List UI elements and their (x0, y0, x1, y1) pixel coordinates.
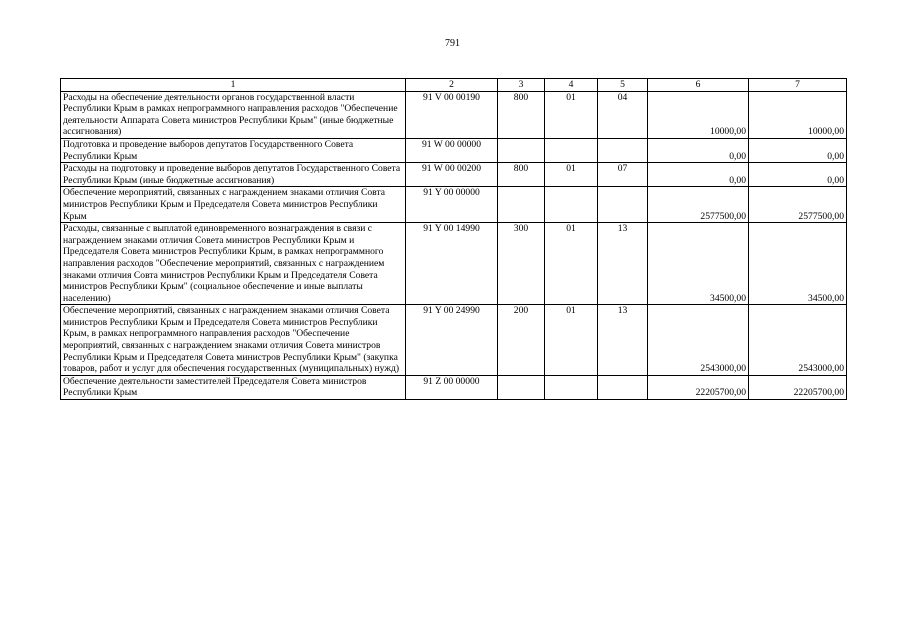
expense-type-cell: 300 (498, 223, 545, 305)
section-cell: 01 (545, 163, 598, 187)
subsection-cell: 04 (598, 91, 648, 138)
subsection-cell (598, 375, 648, 399)
target-article-cell: 91 W 00 00200 (406, 163, 498, 187)
table-row (61, 91, 847, 138)
section-cell (545, 375, 598, 399)
expense-type-cell (498, 375, 545, 399)
budget-table (60, 78, 847, 400)
section-cell (545, 187, 598, 223)
expense-type-cell (498, 138, 545, 162)
page-number: 791 (445, 38, 460, 49)
expense-type-cell (498, 187, 545, 223)
expense-name-cell: Расходы, связанные с выплатой единовременного вознаграждения в связи с награждением знаками отличия Совета министров Республики Крым и Председателя Совета министров Республики Крым, в рамках непрограммного направления расходов "Обеспечение мероприятий, связанных с награждением знаками отличия Совта министров Республики Крым и Председателя Совета министров Республики Крым" (социальное обеспечение и иные выплаты населению) (61, 223, 406, 305)
amount-year2-cell: 2543000,00 (749, 305, 847, 376)
expense-type-cell: 800 (498, 91, 545, 138)
amount-year2-cell: 2577500,00 (749, 187, 847, 223)
table-header-row (61, 79, 847, 92)
amount-year1-cell: 10000,00 (648, 91, 749, 138)
amount-year1-cell: 2577500,00 (648, 187, 749, 223)
section-cell: 01 (545, 223, 598, 305)
expense-name-cell: Обеспечение мероприятий, связанных с награждением знаками отличия Совта министров Республики Крым и Председателя Совета министров Республики Крым (61, 187, 406, 223)
header-cell: 3 (498, 79, 545, 92)
expense-name-cell: Расходы на обеспечение деятельности органов государственной власти Республики Крым в рамках непрограммного направления расходов "Обеспечение деятельности Аппарата Совета министров Республики Крым" (иные бюджетные ассигнования) (61, 91, 406, 138)
table-row (61, 305, 847, 376)
expense-name-cell: Расходы на подготовку и проведение выборов депутатов Государственного Совета Республики Крым (иные бюджетные ассигнования) (61, 163, 406, 187)
header-cell: 6 (648, 79, 749, 92)
section-cell: 01 (545, 305, 598, 376)
target-article-cell: 91 V 00 00190 (406, 91, 498, 138)
header-cell: 1 (61, 79, 406, 92)
amount-year1-cell: 2543000,00 (648, 305, 749, 376)
target-article-cell: 91 Y 00 14990 (406, 223, 498, 305)
header-cell: 4 (545, 79, 598, 92)
table-row (61, 375, 847, 399)
table-row (61, 138, 847, 162)
target-article-cell: 91 W 00 00000 (406, 138, 498, 162)
amount-year1-cell: 0,00 (648, 163, 749, 187)
subsection-cell: 13 (598, 223, 648, 305)
amount-year2-cell: 0,00 (749, 138, 847, 162)
expense-name-cell: Подготовка и проведение выборов депутатов Государственного Совета Республики Крым (61, 138, 406, 162)
subsection-cell: 07 (598, 163, 648, 187)
target-article-cell: 91 Y 00 24990 (406, 305, 498, 376)
target-article-cell: 91 Y 00 00000 (406, 187, 498, 223)
expense-type-cell: 200 (498, 305, 545, 376)
amount-year2-cell: 0,00 (749, 163, 847, 187)
expense-type-cell: 800 (498, 163, 545, 187)
amount-year2-cell: 34500,00 (749, 223, 847, 305)
header-cell: 7 (749, 79, 847, 92)
target-article-cell: 91 Z 00 00000 (406, 375, 498, 399)
expense-name-cell: Обеспечение деятельности заместителей Председателя Совета министров Республики Крым (61, 375, 406, 399)
header-cell: 2 (406, 79, 498, 92)
amount-year2-cell: 10000,00 (749, 91, 847, 138)
amount-year2-cell: 22205700,00 (749, 375, 847, 399)
table-row (61, 187, 847, 223)
subsection-cell (598, 187, 648, 223)
expense-name-cell: Обеспечение мероприятий, связанных с награждением знаками отличия Совета министров Республики Крым и Председателя Совета министров Республики Крым, в рамках непрограммного направления расходов "Обеспечение мероприятий, связанных с награждением знаками отличия Совета министров Республики Крым и Председателя Совета министров Республики Крым" (закупка товаров, работ и услуг для обеспечения государственных (муниципальных) нужд) (61, 305, 406, 376)
section-cell (545, 138, 598, 162)
subsection-cell: 13 (598, 305, 648, 376)
table-row (61, 223, 847, 305)
amount-year1-cell: 34500,00 (648, 223, 749, 305)
table-row (61, 163, 847, 187)
amount-year1-cell: 0,00 (648, 138, 749, 162)
subsection-cell (598, 138, 648, 162)
header-cell: 5 (598, 79, 648, 92)
amount-year1-cell: 22205700,00 (648, 375, 749, 399)
section-cell: 01 (545, 91, 598, 138)
